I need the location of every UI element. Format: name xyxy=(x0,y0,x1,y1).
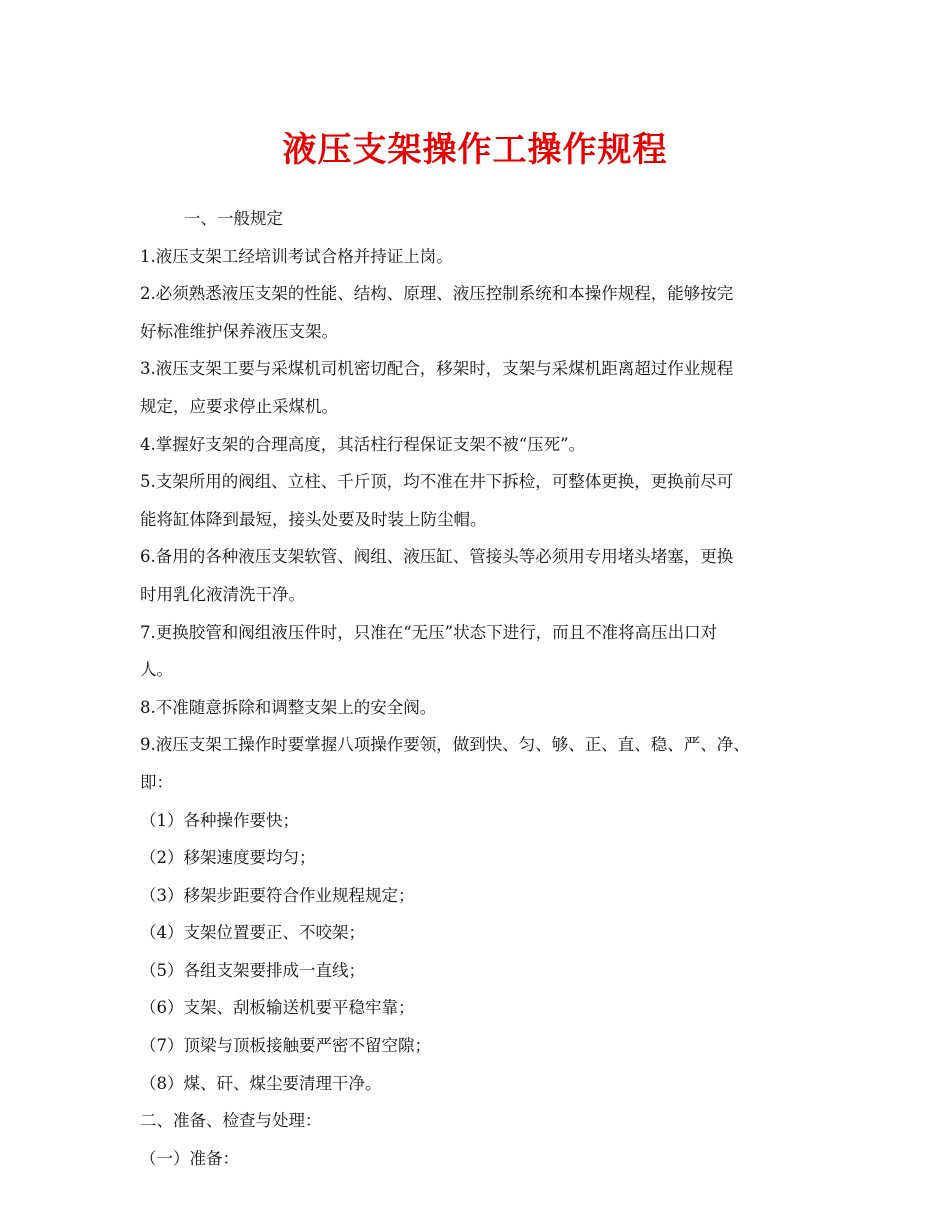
paragraph-line: 6.备用的各种液压支架软管、阀组、液压缸、管接头等必须用专用堵头堵塞，更换 xyxy=(140,547,734,567)
list-item: （1）各种操作要快； xyxy=(140,810,299,830)
list-item: （6）支架、刮板输送机要平稳牢靠； xyxy=(140,998,415,1018)
paragraph-line: 7.更换胶管和阀组液压件时，只准在“无压”状态下进行，而且不准将高压出口对 xyxy=(140,622,718,642)
paragraph-line: 9.液压支架工操作时要掌握八项操作要领，做到快、匀、够、正、直、稳、严、净、 xyxy=(140,735,750,755)
paragraph-line: 1.液压支架工经培训考试合格并持证上岗。 xyxy=(140,246,453,266)
paragraph-line: 时用乳化液清洗干净。 xyxy=(140,584,305,604)
paragraph-line: 2.必须熟悉液压支架的性能、结构、原理、液压控制系统和本操作规程，能够按完 xyxy=(140,284,734,304)
list-item: （8）煤、矸、煤尘要清理干净。 xyxy=(140,1073,382,1093)
paragraph-line: 能将缸体降到最短，接头处要及时装上防尘帽。 xyxy=(140,509,487,529)
paragraph-line: 3.液压支架工要与采煤机司机密切配合，移架时，支架与采煤机距离超过作业规程 xyxy=(140,359,734,379)
document-body xyxy=(140,200,830,1177)
paragraph-line: 好标准维护保养液压支架。 xyxy=(140,321,338,341)
list-item: （3）移架步距要符合作业规程规定； xyxy=(140,885,415,905)
list-item: （2）移架速度要均匀； xyxy=(140,848,316,868)
paragraph-line: 4.掌握好支架的合理高度，其活柱行程保证支架不被“压死”。 xyxy=(140,434,586,454)
subsection-heading: （一）准备： xyxy=(140,1148,239,1168)
list-item: （4）支架位置要正、不咬架； xyxy=(140,923,365,943)
list-item: （5）各组支架要排成一直线； xyxy=(140,960,365,980)
list-item: （7）顶梁与顶板接触要严密不留空隙； xyxy=(140,1036,431,1056)
paragraph-line: 即： xyxy=(140,772,173,792)
paragraph-line: 5.支架所用的阀组、立柱、千斤顶，均不准在井下拆检，可整体更换，更换前尽可 xyxy=(140,472,734,492)
section-heading-preparation: 二、准备、检查与处理： xyxy=(140,1111,322,1131)
paragraph-line: 规定，应要求停止采煤机。 xyxy=(140,396,338,416)
section-heading-general: 一、一般规定 xyxy=(184,209,283,228)
paragraph-line: 人。 xyxy=(140,660,173,680)
paragraph-line: 8.不准随意拆除和调整支架上的安全阀。 xyxy=(140,697,437,717)
document-title: 液压支架操作工操作规程 xyxy=(282,130,668,170)
